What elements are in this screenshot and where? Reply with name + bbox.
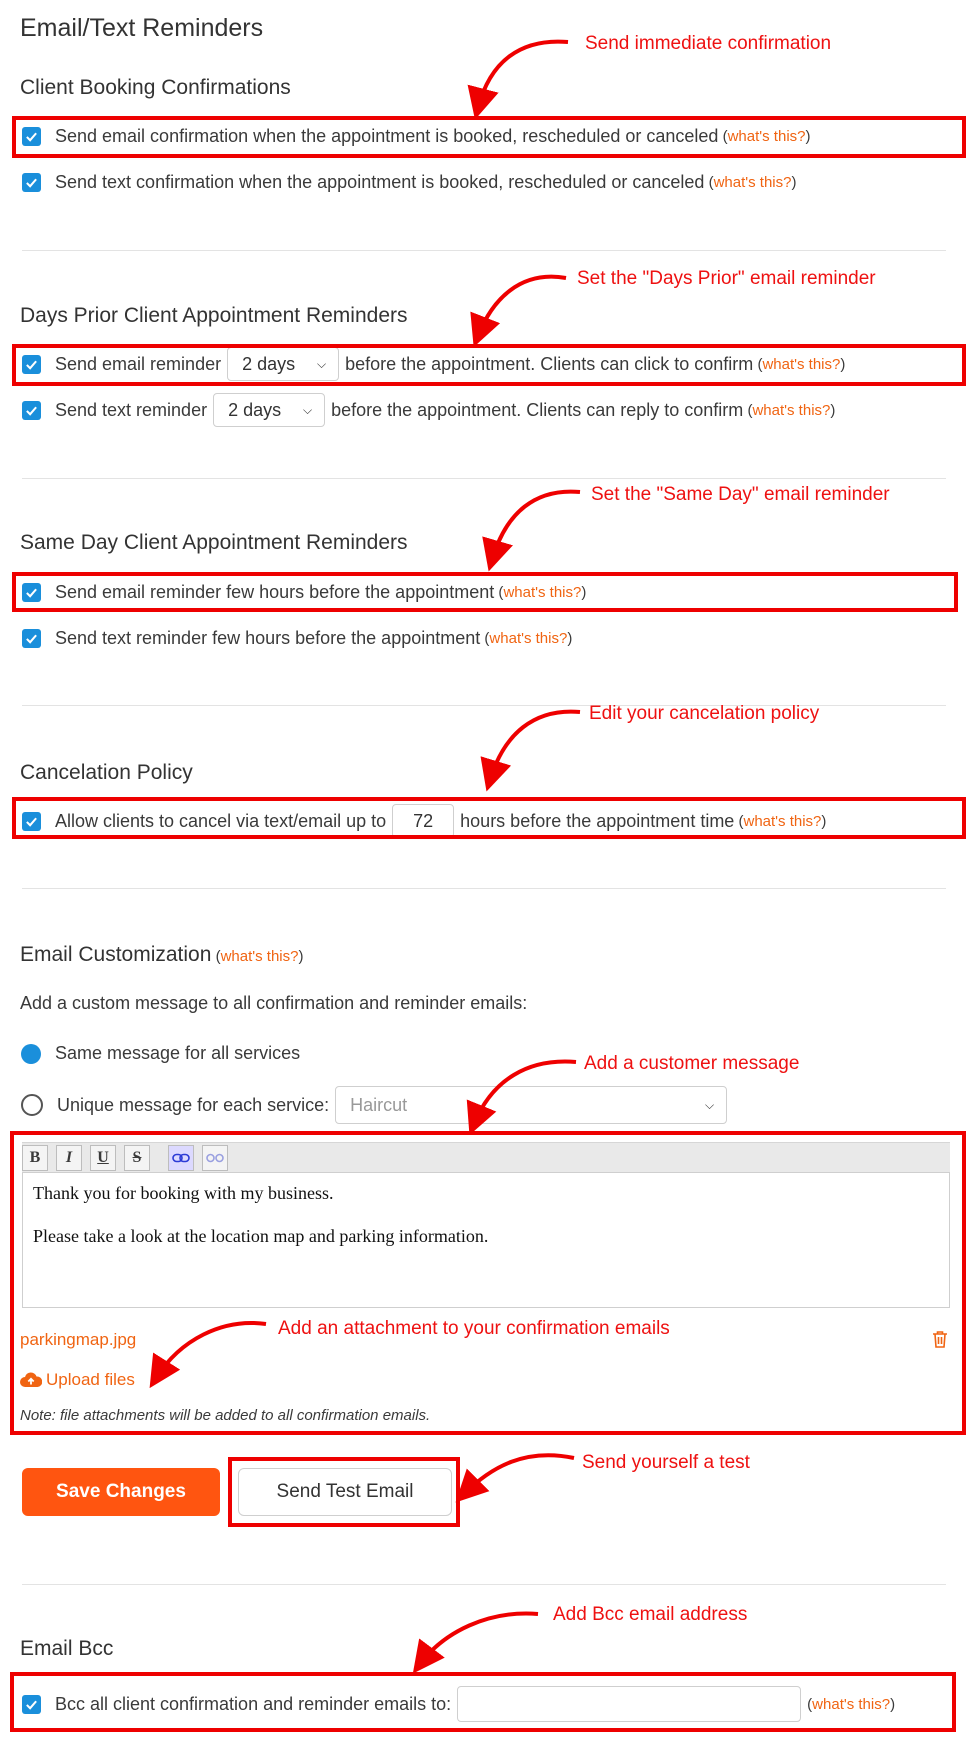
whats-this-link[interactable]: what's this? bbox=[503, 584, 582, 601]
cancel-suffix: hours before the appointment time bbox=[460, 810, 735, 831]
text-confirmation-row: Send text confirmation when the appointment is booked, rescheduled or canceled ( what's this? ) bbox=[22, 172, 796, 193]
booking-section-title: Client Booking Confirmations bbox=[20, 76, 291, 99]
days-prior-text-row: Send text reminder 2 days ⌵ before the appointment. Clients can reply to confirm ( what's this? ) bbox=[22, 393, 835, 427]
annotation-cancel: Edit your cancelation policy bbox=[589, 703, 820, 724]
message-line: Thank you for booking with my business. bbox=[33, 1183, 334, 1203]
upload-files-label: Upload files bbox=[46, 1370, 135, 1389]
save-changes-button[interactable]: Save Changes bbox=[22, 1468, 220, 1516]
bcc-row: Bcc all client confirmation and reminder emails to: ( what's this? ) bbox=[22, 1686, 895, 1722]
days-prior-text-value: 2 days bbox=[228, 399, 282, 420]
arrow-icon bbox=[490, 712, 580, 780]
same-day-email-label: Send email reminder few hours before the appointment bbox=[55, 582, 495, 602]
cancel-section-title: Cancelation Policy bbox=[20, 761, 193, 784]
attachment-link[interactable]: parkingmap.jpg bbox=[20, 1330, 137, 1349]
days-prior-text-suffix: before the appointment. Clients can reply to confirm bbox=[331, 399, 744, 420]
days-prior-email-prefix: Send email reminder bbox=[55, 353, 222, 374]
bold-button[interactable]: B bbox=[22, 1145, 48, 1171]
chevron-down-icon: ⌵ bbox=[302, 402, 313, 417]
send-test-email-button[interactable]: Send Test Email bbox=[238, 1468, 452, 1516]
radio-unique-label: Unique message for each service: bbox=[57, 1094, 330, 1115]
attachment-note: Note: file attachments will be added to all confirmation emails. bbox=[20, 1407, 431, 1424]
arrow-icon bbox=[156, 1323, 266, 1378]
arrow-icon bbox=[420, 1614, 538, 1664]
bcc-section-title: Email Bcc bbox=[20, 1637, 114, 1660]
days-prior-section-title: Days Prior Client Appointment Reminders bbox=[20, 304, 408, 327]
whats-this-link[interactable]: what's this? bbox=[812, 1695, 891, 1713]
chevron-down-icon: ⌵ bbox=[316, 356, 327, 371]
text-confirmation-label: Send text confirmation when the appointment is booked, rescheduled or canceled bbox=[55, 172, 705, 192]
bcc-label: Bcc all client confirmation and reminder emails to: bbox=[55, 1693, 452, 1714]
whats-this-link[interactable]: what's this? bbox=[220, 948, 299, 965]
annotation-same-day: Set the "Same Day" email reminder bbox=[591, 484, 890, 505]
custom-section-title: Email Customization bbox=[20, 943, 212, 966]
whats-this-link[interactable]: what's this? bbox=[743, 812, 822, 830]
days-prior-email-suffix: before the appointment. Clients can click to confirm bbox=[345, 353, 754, 374]
page-title: Email/Text Reminders bbox=[20, 14, 264, 42]
same-day-section-title: Same Day Client Appointment Reminders bbox=[20, 531, 408, 554]
whats-this-link[interactable]: what's this? bbox=[762, 355, 841, 373]
annotation-test: Send yourself a test bbox=[582, 1452, 750, 1473]
custom-intro: Add a custom message to all confirmation and reminder emails: bbox=[20, 993, 528, 1013]
chevron-down-icon: ⌵ bbox=[705, 1097, 715, 1112]
days-prior-text-prefix: Send text reminder bbox=[55, 399, 208, 420]
message-line: Please take a look at the location map and parking information. bbox=[33, 1226, 489, 1246]
annotation-message: Add a customer message bbox=[584, 1053, 800, 1074]
arrow-icon bbox=[492, 492, 580, 560]
email-confirmation-label: Send email confirmation when the appointment is booked, rescheduled or canceled bbox=[55, 126, 719, 146]
whats-this-link[interactable]: what's this? bbox=[489, 630, 568, 647]
arrow-icon bbox=[478, 42, 568, 108]
annotation-attachment: Add an attachment to your confirmation emails bbox=[278, 1318, 670, 1339]
cancel-prefix: Allow clients to cancel via text/email up to bbox=[55, 810, 387, 831]
whats-this-link[interactable]: what's this? bbox=[752, 401, 831, 419]
strikethrough-button[interactable]: S bbox=[124, 1145, 150, 1171]
days-prior-email-value: 2 days bbox=[242, 353, 296, 374]
italic-button[interactable]: I bbox=[56, 1145, 82, 1171]
same-day-text-label: Send text reminder few hours before the appointment bbox=[55, 628, 481, 648]
annotation-immediate: Send immediate confirmation bbox=[585, 33, 832, 54]
service-select-value: Haircut bbox=[350, 1094, 408, 1115]
radio-same-label: Same message for all services bbox=[55, 1043, 301, 1063]
cancel-hours-input[interactable]: 72 bbox=[392, 804, 454, 838]
same-day-text-row: Send text reminder few hours before the appointment ( what's this? ) bbox=[22, 628, 572, 649]
cancel-row: Allow clients to cancel via text/email up to 72 hours before the appointment time ( what's this? ) bbox=[22, 804, 826, 838]
whats-this-link[interactable]: what's this? bbox=[713, 174, 792, 191]
arrow-icon bbox=[464, 1455, 574, 1494]
annotation-days-prior: Set the "Days Prior" email reminder bbox=[577, 268, 876, 289]
arrow-icon bbox=[478, 277, 566, 336]
annotation-bcc: Add Bcc email address bbox=[553, 1604, 748, 1625]
email-confirmation-row: Send email confirmation when the appointment is booked, rescheduled or canceled ( what's this? ) bbox=[22, 126, 811, 147]
same-day-email-row: Send email reminder few hours before the appointment ( what's this? ) bbox=[22, 582, 586, 603]
underline-button[interactable]: U bbox=[90, 1145, 116, 1171]
whats-this-link[interactable]: what's this? bbox=[727, 128, 806, 145]
custom-section-header: Email Customization ( what's this? ) bbox=[20, 943, 304, 966]
days-prior-email-row: Send email reminder 2 days ⌵ before the appointment. Clients can click to confirm ( what's this? ) bbox=[22, 347, 845, 381]
arrow-icon bbox=[474, 1062, 576, 1124]
